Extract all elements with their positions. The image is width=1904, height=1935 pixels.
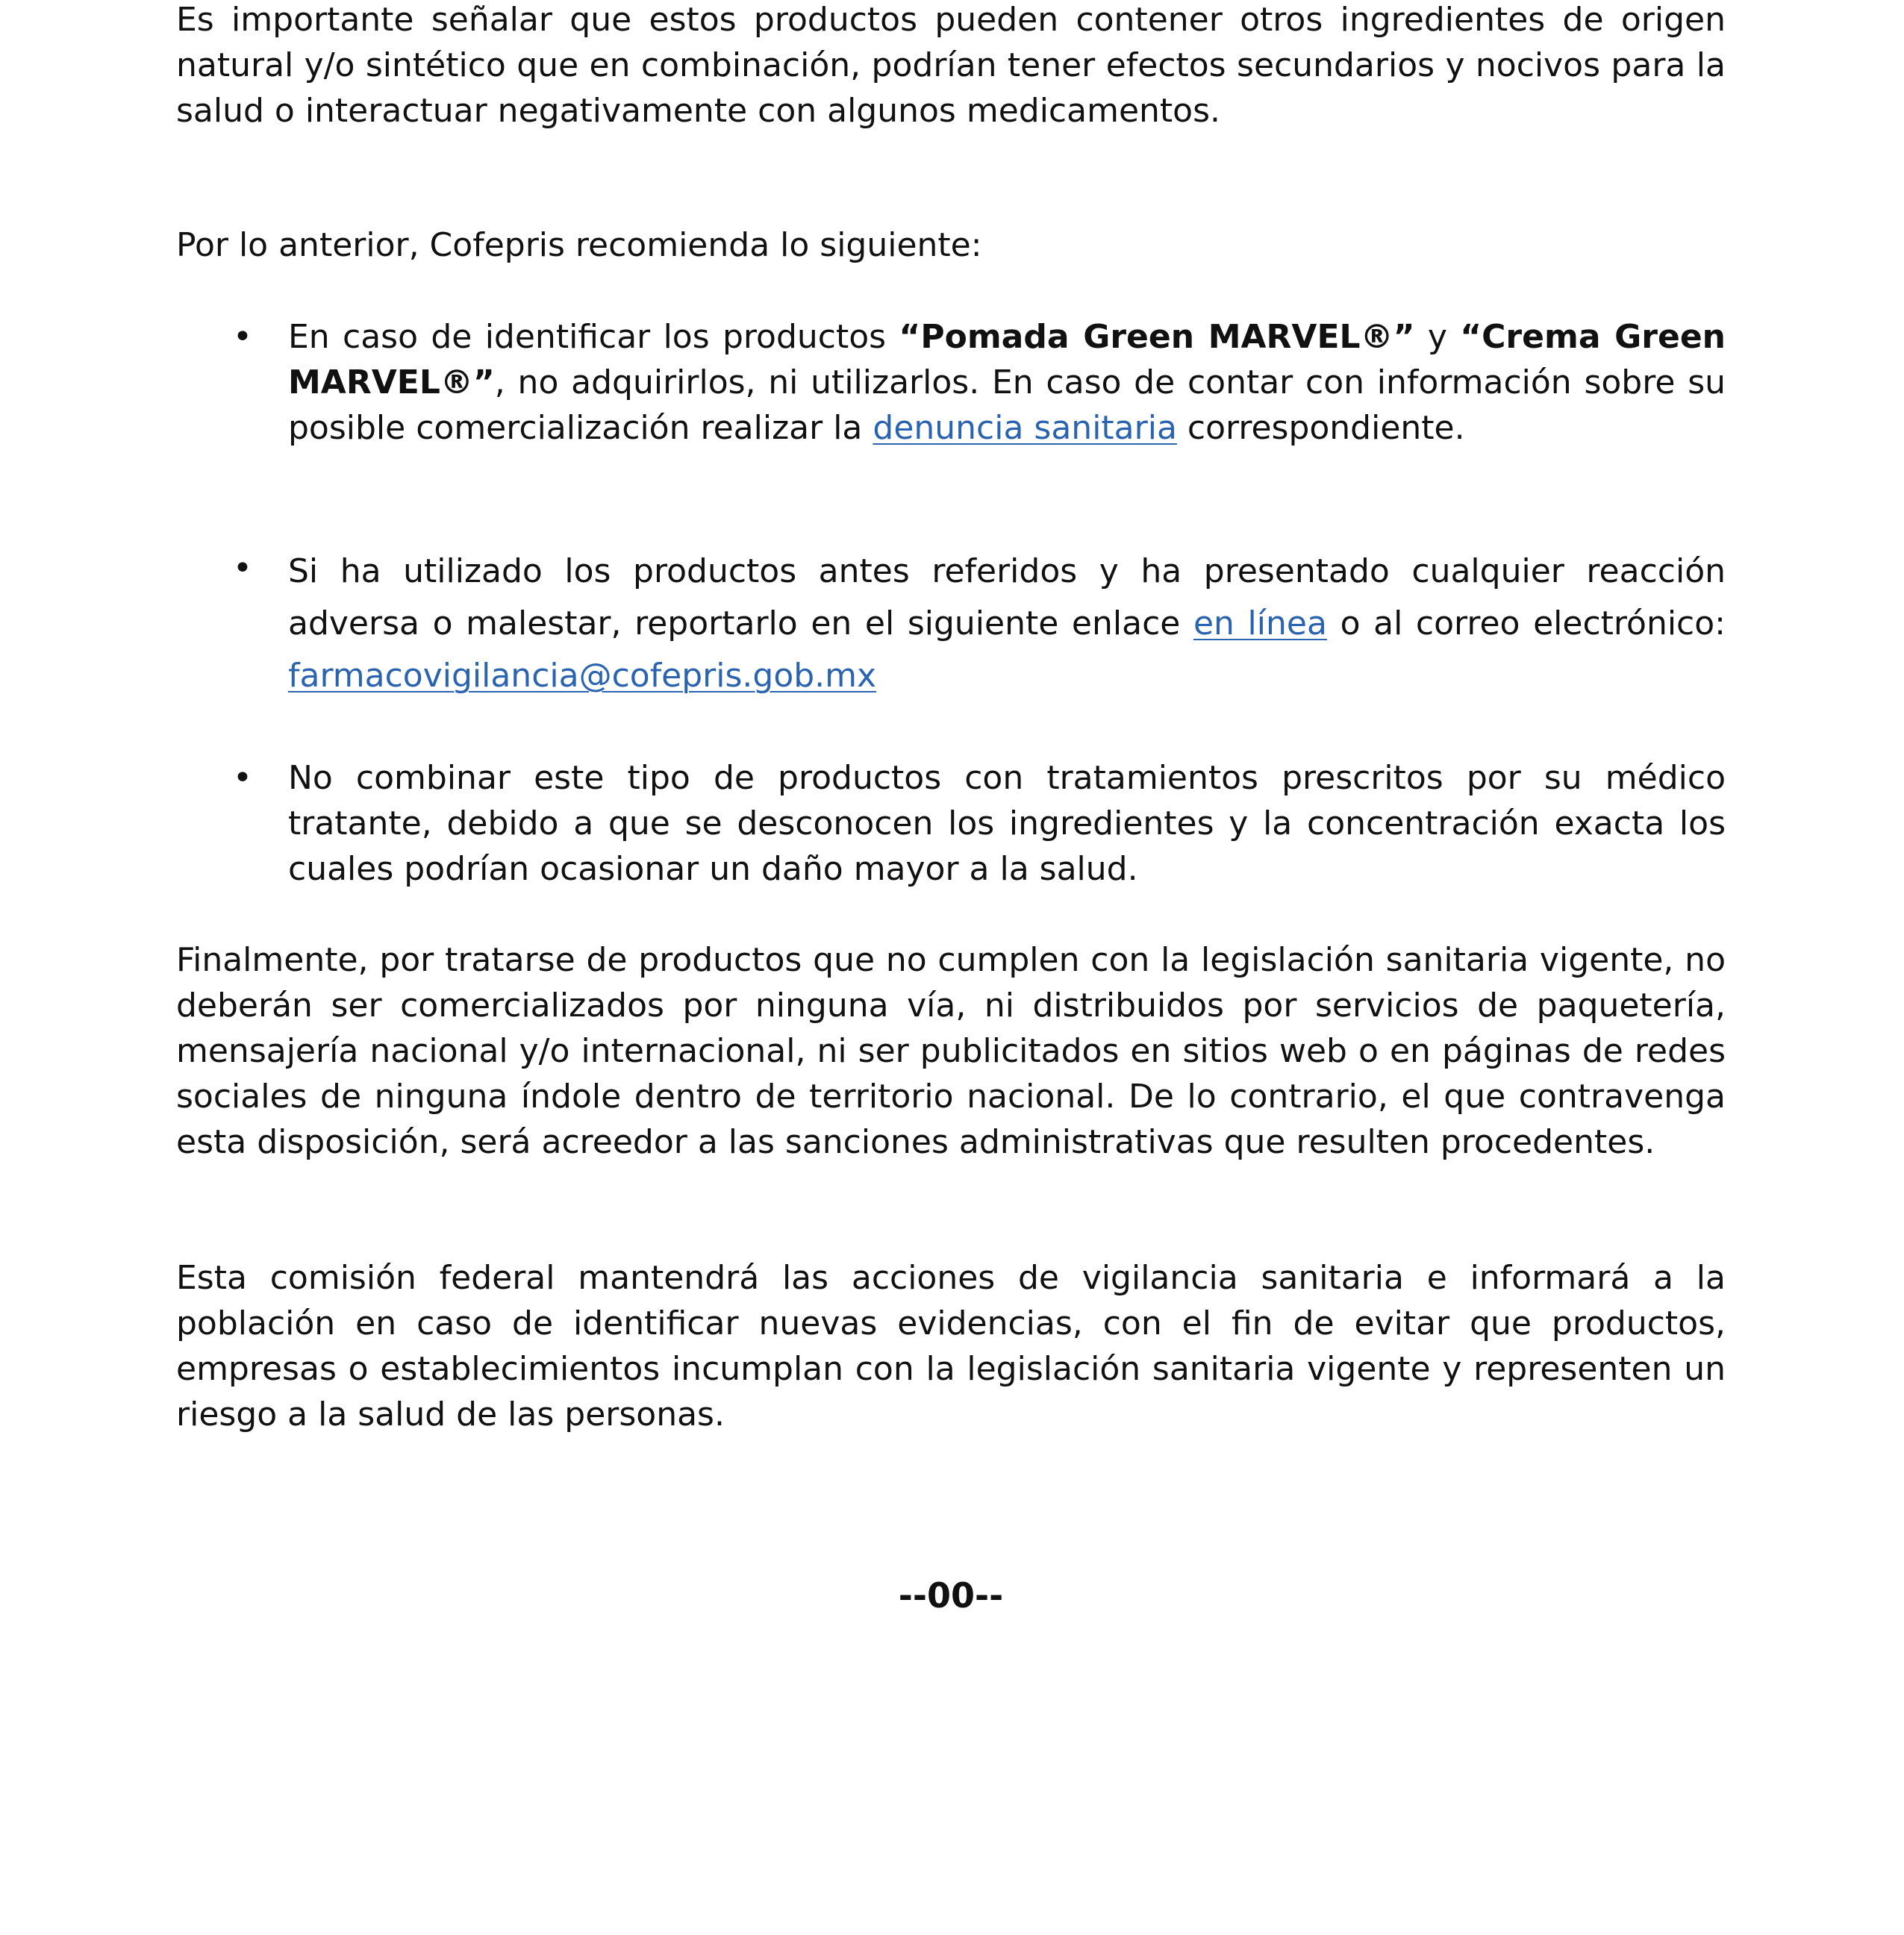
bullet-text (288, 314, 1726, 451)
recommendation-lead: Por lo anterior, Cofepris recomienda lo siguiente: (176, 226, 982, 264)
denuncia-sanitaria-link[interactable]: denuncia sanitaria (873, 409, 1177, 447)
bullet-icon: • (233, 759, 252, 797)
en-linea-link[interactable]: en línea (1193, 604, 1327, 643)
intro-paragraph: Es importante señalar que estos productos pueden contener otros ingredientes de origen natural y/o sintético que en combinación, podrían tener efectos secundarios y nocivos para la salud o interactuar negativamente con algunos medicamentos. (176, 1, 1726, 130)
bullet-text-segment: y (1414, 318, 1461, 356)
vigilance-paragraph: Esta comisión federal mantendrá las acciones de vigilancia sanitaria e informará a la población en caso de identificar nuevas evidencias, con el fin de evitar que productos, empresas o establecimientos incumplan con la legislación sanitaria vigente y representen un riesgo a la salud de las personas. (176, 1259, 1726, 1434)
bullet-text-segment: correspondiente. (1176, 409, 1465, 447)
bullet-text-segment: Si ha utilizado los productos antes referidos y ha presentado cualquier reacción adversa o malestar, reportarlo en el siguiente enlace (288, 552, 1726, 643)
bullet-icon: • (233, 318, 252, 356)
bullet-text (288, 546, 1726, 702)
bullet-text-segment: o al correo electrónico: (1326, 604, 1726, 643)
final-paragraph: Finalmente, por tratarse de productos que no cumplen con la legislación sanitaria vigente, no deberán ser comercializados por ninguna vía, ni distribuidos por servicios de paquetería, mensajería nacional y/o internacional, ni ser publicitados en sitios web o en páginas de redes sociales de ninguna índole dentro de territorio nacional. De lo contrario, el que contravenga esta disposición, será acreedor a las sanciones administrativas que resulten procedentes. (176, 941, 1726, 1161)
bullet-text: No combinar este tipo de productos con tratamientos prescritos por su médico tratante, debido a que se desconocen los ingredientes y la concentración exacta los cuales podrían ocasionar un daño mayor a la salud. (288, 759, 1726, 888)
product-name-crema: “Crema Green MARVEL®” (288, 318, 1726, 401)
farmacovigilancia-email-link[interactable]: farmacovigilancia@cofepris.gob.mx (288, 657, 877, 695)
bullet-text-segment: En caso de identificar los productos (288, 318, 899, 356)
closing-mark: --00-- (898, 1575, 1004, 1616)
product-name-pomada: “Pomada Green MARVEL®” (899, 318, 1415, 356)
bullet-text-segment: , no adquirirlos, ni utilizarlos. En caso de contar con información sobre su posible comercialización realizar la (288, 363, 1726, 447)
bullet-icon: • (233, 549, 252, 587)
